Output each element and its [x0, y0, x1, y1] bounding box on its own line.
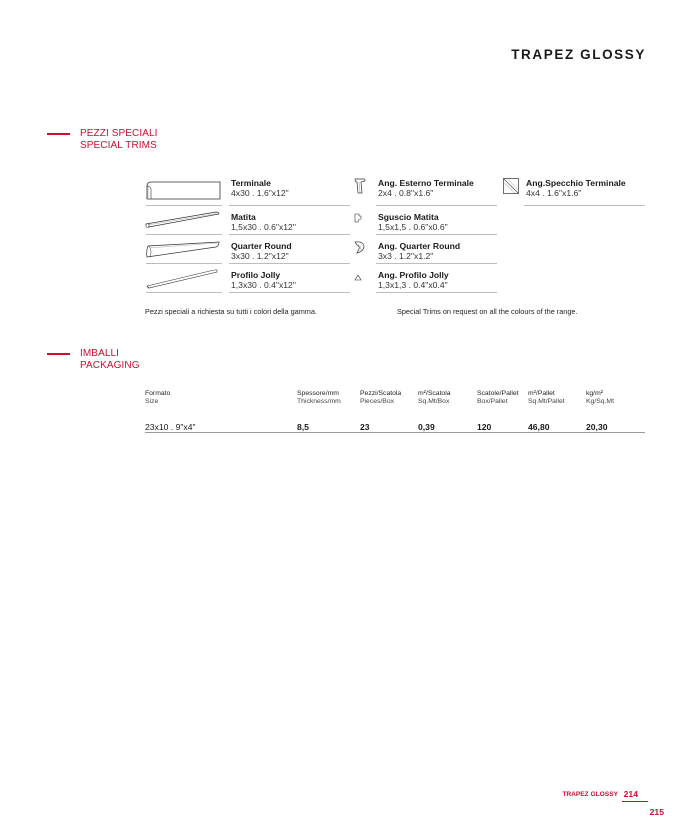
trim-name: Terminale [231, 178, 271, 188]
column-header-it: kg/m² [586, 390, 603, 397]
trim-size: 1,5x1,5 . 0.6"x0.6" [378, 222, 448, 232]
trim-row-divider [376, 205, 497, 206]
column-header-it: Spessore/mm [297, 390, 339, 397]
column-header-it: m²/Scatola [418, 390, 451, 397]
section-accent-rule [47, 353, 70, 355]
trim-name: Ang. Quarter Round [378, 241, 461, 251]
quarter-round-trim-icon [144, 237, 222, 261]
column-header-kg-sqmt [586, 390, 614, 406]
cell-pieces-box: 23 [360, 422, 370, 432]
trim-size: 1,3x1,3 . 0.4"x0.4" [378, 280, 448, 290]
trim-row-divider [376, 263, 497, 264]
page-number-left: 214 [623, 789, 638, 799]
column-header-en: Box/Pallet [477, 398, 508, 405]
trim-row-divider [146, 292, 222, 293]
table-row-divider [145, 432, 645, 433]
trim-name: Matita [231, 212, 256, 222]
trim-row-divider [229, 205, 350, 206]
column-header-thickness [297, 390, 341, 406]
page-header-title: TRAPEZ GLOSSY [511, 47, 646, 62]
trim-name: Sguscio Matita [378, 212, 439, 222]
column-header-en: Thickness/mm [297, 398, 341, 405]
trims-note-it: Pezzi speciali a richiesta su tutti i colori della gamma. [145, 307, 317, 316]
trim-name: Ang. Profilo Jolly [378, 270, 449, 280]
ang-esterno-terminale-icon [354, 177, 366, 195]
packaging-table [145, 390, 645, 440]
trims-note-en: Special Trims on request on all the colours of the range. [397, 307, 578, 316]
trim-row-divider [146, 263, 222, 264]
trim-row-divider [229, 292, 350, 293]
section-title-it: PEZZI SPECIALI [80, 128, 158, 139]
section-title-en: PACKAGING [80, 360, 140, 371]
trim-row-divider [376, 292, 497, 293]
column-header-sqmt-box [418, 390, 450, 406]
trim-size: 3x3 . 1.2"x1.2" [378, 251, 434, 261]
page-number-right: 215 [649, 807, 664, 817]
trim-row-divider [376, 234, 497, 235]
trim-size: 3x30 . 1.2"x12" [231, 251, 289, 261]
trim-row-divider [146, 205, 222, 206]
trim-row-divider [524, 205, 645, 206]
trim-row-divider [229, 263, 350, 264]
trim-row-divider [229, 234, 350, 235]
column-header-size [145, 390, 170, 406]
trim-name: Quarter Round [231, 241, 292, 251]
column-header-it: m²/Pallet [528, 390, 555, 397]
column-header-en: Size [145, 398, 159, 405]
trim-name: Ang. Esterno Terminale [378, 178, 474, 188]
column-header-en: Sq.Mt/Box [418, 398, 450, 405]
column-header-sqmt-pallet [528, 390, 565, 406]
footer-accent-rule [622, 801, 648, 802]
trim-name: Profilo Jolly [231, 270, 281, 280]
footer-brand: TRAPEZ GLOSSY [562, 791, 618, 798]
column-header-box-pallet [477, 390, 519, 406]
trim-size: 1,5x30 . 0.6"x12" [231, 222, 296, 232]
matita-trim-icon [144, 209, 222, 229]
trim-row-divider [146, 234, 222, 235]
column-header-it: Formato [145, 390, 171, 397]
section-title-it: IMBALLI [80, 348, 120, 359]
trim-name: Ang.Specchio Terminale [526, 178, 626, 188]
column-header-pieces-box [360, 390, 401, 406]
cell-thickness: 8,5 [297, 422, 309, 432]
column-header-it: Pezzi/Scatola [360, 390, 402, 397]
cell-box-pallet: 120 [477, 422, 492, 432]
trim-size: 4x4 . 1.6"x1.6" [526, 188, 582, 198]
ang-profilo-jolly-icon [354, 274, 362, 282]
cell-sqmt-box: 0,39 [418, 422, 435, 432]
sguscio-matita-icon [354, 213, 362, 223]
column-header-en: Kg/Sq.Mt [586, 398, 614, 405]
trim-size: 2x4 . 0.8"x1.6" [378, 188, 434, 198]
ang-quarter-round-icon [354, 240, 366, 254]
ang-specchio-terminale-icon [502, 177, 520, 195]
column-header-en: Sq.Mt/Pallet [528, 398, 565, 405]
trim-size: 4x30 . 1.6"x12" [231, 188, 289, 198]
cell-kg-sqmt: 20,30 [586, 422, 608, 432]
section-accent-rule [47, 133, 70, 135]
cell-sqmt-pallet: 46,80 [528, 422, 550, 432]
trim-size: 1,3x30 . 0.4"x12" [231, 280, 296, 290]
column-header-en: Pieces/Box [360, 398, 395, 405]
column-header-it: Scatole/Pallet [477, 390, 519, 397]
section-title-en: SPECIAL TRIMS [80, 140, 157, 151]
cell-size: 23x10 . 9"x4" [145, 422, 196, 432]
terminale-trim-icon [144, 178, 222, 202]
profilo-jolly-trim-icon [144, 266, 222, 290]
